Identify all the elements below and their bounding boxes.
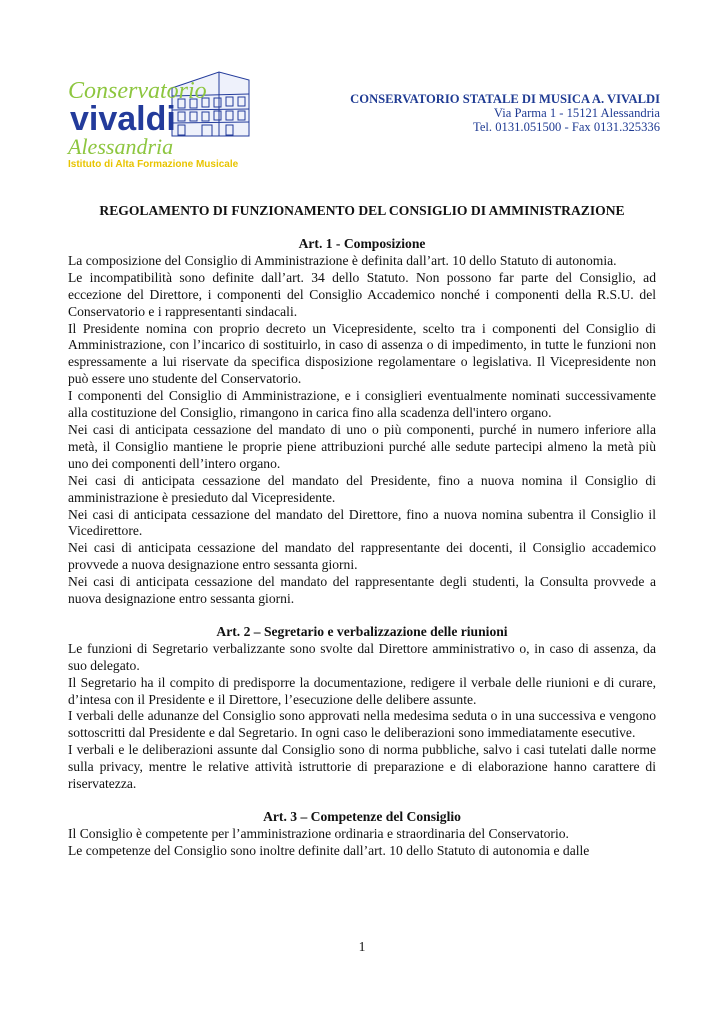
institution-address: Via Parma 1 - 15121 Alessandria xyxy=(493,106,660,120)
paragraph: Le incompatibilità sono definite dall’art. 34 dello Statuto. Non possono far parte del Consiglio, ad eccezione del Direttore, i componenti del Consiglio Accademico nonché i componenti della R.S.U. del Conservatorio e i rappresentanti sindacali. xyxy=(68,269,656,319)
paragraph: Le competenze del Consiglio sono inoltre definite dall’art. 10 dello Statuto di autonomia e dalle xyxy=(68,842,590,858)
article-2-heading: Art. 2 – Segretario e verbalizzazione delle riunioni xyxy=(216,623,508,639)
conservatorio-logo xyxy=(64,70,254,170)
paragraph: I verbali e le deliberazioni assunte dal Consiglio sono di norma pubbliche, salvo i casi tutelati dalle norme sulla privacy, mentre le relative attività istruttorie di preparazione e di elaborazione hanno carattere di riservatezza. xyxy=(68,742,656,792)
document-title: REGOLAMENTO DI FUNZIONAMENTO DEL CONSIGLIO DI AMMINISTRAZIONE xyxy=(99,203,625,218)
paragraph: Il Segretario ha il compito di predisporre la documentazione, redigere il verbale delle riunioni e di curare, d’intesa con il Presidente e il Direttore, l’esecuzione delle delibere assunte. xyxy=(68,674,656,707)
paragraph: Nei casi di anticipata cessazione del mandato del rappresentante degli studenti, la Consulta provvede a nuova designazione entro sessanta giorni. xyxy=(68,574,656,607)
logo-conservatorio: Conservatorio xyxy=(68,78,207,104)
section-gap xyxy=(68,793,656,809)
logo-vivaldi: vivaldi xyxy=(70,100,176,138)
institution-name: CONSERVATORIO STATALE DI MUSICA A. VIVALDI xyxy=(350,92,660,106)
paragraph: Nei casi di anticipata cessazione del mandato del rappresentante dei docenti, il Consiglio accademico provvede a nuova designazione entro sessanta giorni. xyxy=(68,540,656,573)
article-1-heading: Art. 1 - Composizione xyxy=(298,236,426,251)
logo-graphic xyxy=(64,70,254,170)
document-body xyxy=(68,236,656,860)
paragraph: La composizione del Consiglio di Amministrazione è definita dall’art. 10 dello Statuto di autonomia. xyxy=(68,252,617,268)
paragraph: I componenti del Consiglio di Amministrazione, e i consiglieri eventualmente nominati successivamente alla costituzione del Consiglio, rimangono in carica fino alla scadenza dell'intero organo. xyxy=(68,388,656,421)
section-gap xyxy=(68,608,656,624)
institution-contacts: Tel. 0131.051500 - Fax 0131.325336 xyxy=(473,120,660,134)
paragraph: I verbali delle adunanze del Consiglio sono approvati nella medesima seduta o in una successiva e vengono sottoscritti dal Presidente e dal Segretario. In ogni caso le deliberazioni sono immediatamente esecutive. xyxy=(68,708,656,741)
article-3-heading: Art. 3 – Competenze del Consiglio xyxy=(263,809,461,824)
page-number: 1 xyxy=(358,939,366,954)
logo-alessandria: Alessandria xyxy=(68,134,174,159)
paragraph: Il Presidente nomina con proprio decreto un Vicepresidente, scelto tra i componenti del Consiglio di Amministrazione, con l’incarico di sostituirlo, in caso di assenza o di impedimento, in tutte le funzioni non espressamente a lui riservate da specifica disposizione regolamentare o legislativa. Il Vicepresidente non può essere uno studente del Conservatorio. xyxy=(68,320,656,387)
paragraph: Le funzioni di Segretario verbalizzante sono svolte dal Direttore amministrativo o, in caso di assenza, da suo delegato. xyxy=(68,640,656,673)
paragraph: Nei casi di anticipata cessazione del mandato del Presidente, fino a nuova nomina il Consiglio di amministrazione è presieduto dal Vicepresidente. xyxy=(68,472,656,505)
paragraph: Nei casi di anticipata cessazione del mandato di uno o più componenti, purché in numero inferiore alla metà, il Consiglio mantiene le proprie piene attribuzioni purché alle sedute partecipi almeno la metà più uno dei componenti dell’intero organo. xyxy=(68,421,656,471)
paragraph: Il Consiglio è competente per l’amministrazione ordinaria e straordinaria del Conservatorio. xyxy=(68,825,569,841)
logo-tagline: Istituto di Alta Formazione Musicale xyxy=(68,159,239,170)
institution-header xyxy=(330,92,660,134)
paragraph: Nei casi di anticipata cessazione del mandato del Direttore, fino a nuova nomina subentra il Consiglio il Vicedirettore. xyxy=(68,506,656,539)
